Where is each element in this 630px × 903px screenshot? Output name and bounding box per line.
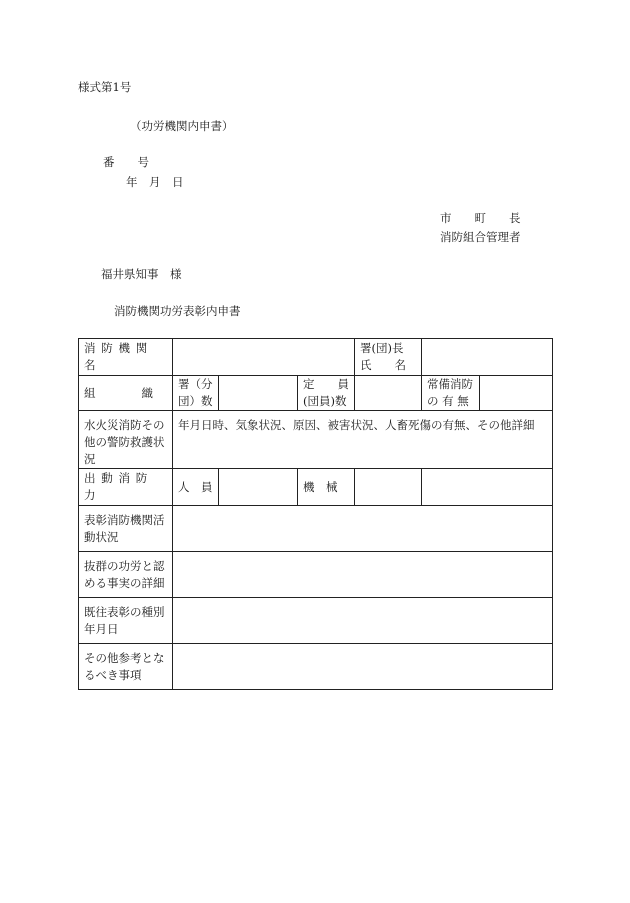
fulltime-fire-label: 常備消防 の 有 無	[422, 376, 480, 411]
other-notes-label: その他参考となるべき事項	[79, 644, 173, 690]
document-title: 消防機関功労表彰内申書	[114, 304, 241, 318]
sender-line-1: 市 町 長	[440, 211, 521, 225]
personnel-label: 人 員	[173, 469, 219, 506]
firefighting-status-field[interactable]: 年月日時、気象状況、原因、被害状況、人畜死傷の有無、その他詳細	[173, 411, 553, 469]
addressee: 福井県知事 様	[101, 267, 182, 281]
row-firefighting-status	[79, 411, 553, 469]
form-subtitle: （功労機関内申書）	[130, 119, 234, 133]
row-merit-details	[79, 552, 553, 598]
activity-status-field[interactable]	[173, 506, 553, 552]
firefighting-status-label: 水火災消防その他の警防救護状況	[79, 411, 173, 469]
row-other-notes	[79, 644, 553, 690]
fire-agency-name-field[interactable]	[173, 339, 355, 376]
chief-name-field[interactable]	[422, 339, 553, 376]
dispatch-force-label: 出動消防力	[79, 469, 173, 506]
equipment-field[interactable]	[355, 469, 422, 506]
personnel-field[interactable]	[219, 469, 298, 506]
past-awards-label: 既往表彰の種別年月日	[79, 598, 173, 644]
capacity-label: 定 員 (団員)数	[298, 376, 355, 411]
row-organization	[79, 376, 553, 411]
form-number: 様式第1号	[78, 80, 132, 94]
fire-agency-name-label: 消防機関名	[79, 339, 173, 376]
application-table	[78, 338, 553, 690]
activity-status-label: 表彰消防機関活動状況	[79, 506, 173, 552]
row-activity-status	[79, 506, 553, 552]
merit-details-label: 抜群の功労と認める事実の詳細	[79, 552, 173, 598]
stations-count-field[interactable]	[219, 376, 298, 411]
chief-name-label: 署(団)長 氏 名	[355, 339, 422, 376]
stations-count-label: 署（分 団）数	[173, 376, 219, 411]
past-awards-field[interactable]	[173, 598, 553, 644]
organization-label: 組 織	[79, 376, 173, 411]
other-notes-field[interactable]	[173, 644, 553, 690]
capacity-field[interactable]	[355, 376, 422, 411]
number-label: 番 号	[103, 155, 149, 169]
date-label: 年 月 日	[126, 175, 184, 189]
dispatch-extra-field[interactable]	[422, 469, 553, 506]
row-dispatch-force	[79, 469, 553, 506]
fulltime-fire-field[interactable]	[480, 376, 553, 411]
row-past-awards	[79, 598, 553, 644]
sender-line-2: 消防組合管理者	[440, 230, 521, 244]
row-fire-agency	[79, 339, 553, 376]
equipment-label: 機 械	[298, 469, 355, 506]
merit-details-field[interactable]	[173, 552, 553, 598]
